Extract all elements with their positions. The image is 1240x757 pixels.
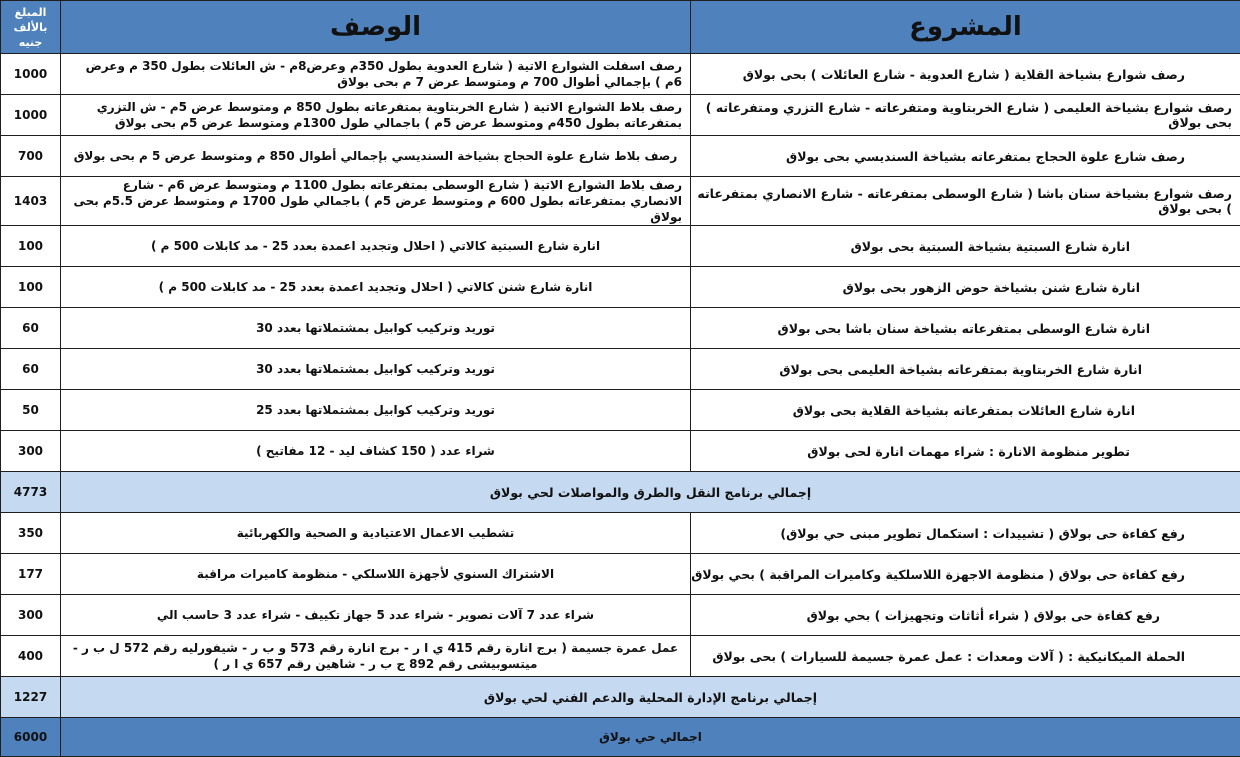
- amount-cell: 300: [1, 431, 61, 472]
- description-cell: انارة شارع شنن كالاتي ( احلال وتجديد اعمدة بعدد 25 - مد كابلات 500 م ): [61, 267, 691, 308]
- subtotal-label: إجمالي برنامج النقل والطرق والمواصلات لحي بولاق: [61, 472, 1240, 513]
- grand-total-amount: 6000: [1, 718, 61, 757]
- description-cell: شراء عدد ( 150 كشاف ليد - 12 مفاتيح ): [61, 431, 691, 472]
- table-row: [1, 390, 1240, 431]
- description-cell: رصف اسفلت الشوارع الاتية ( شارع العدوية بطول 350م وعرض8م - ش العائلات بطول 350 م وعرض 6م ) بإجمالي أطوال 700 م ومتوسط عرض 7 م بحى بولاق: [61, 54, 691, 95]
- table-row: [1, 267, 1240, 308]
- description-cell: توريد وتركيب كوابيل بمشتملاتها بعدد 25: [61, 390, 691, 431]
- table-row: [1, 636, 1240, 677]
- description-header: الوصف: [61, 1, 691, 54]
- description-cell: توريد وتركيب كوابيل بمشتملاتها بعدد 30: [61, 308, 691, 349]
- amount-cell: 60: [1, 308, 61, 349]
- subtotal-amount: 4773: [1, 472, 61, 513]
- amount-cell: 1000: [1, 95, 61, 136]
- project-cell: رصف شوارع بشياخة العليمى ( شارع الخربتاوية ومتفرعاته - شارع التزري ومتفرعاته ) بحى بولاق: [691, 95, 1240, 136]
- amount-cell: 60: [1, 349, 61, 390]
- project-cell: رصف شارع علوة الحجاج بمتفرعاته بشياخة السنديسي بحى بولاق: [691, 136, 1240, 177]
- description-cell: عمل عمرة جسيمة ( برج انارة رقم 415 ي ا ر - برج انارة رقم 573 و ب ر - شيفورليه رقم 572 ل ب ر - ميتسوبيشى رقم 892 ج ب ر - شاهين رقم 657 ي ا ر ): [61, 636, 691, 677]
- amount-cell: 177: [1, 554, 61, 595]
- grand-total-label: اجمالي حي بولاق: [61, 718, 1240, 757]
- description-cell: رصف بلاط الشوارع الاتية ( شارع الوسطى بمتفرعاته بطول 1100 م ومتوسط عرض 6م - شارع الانصاري بمتفرعاته بطول 600 م ومتوسط عرض 5م ) باجمالي طول 1700 م ومتوسط عرض 5.5م بحى بولاق: [61, 177, 691, 226]
- header-row: [1, 1, 1240, 54]
- table-row: [1, 226, 1240, 267]
- amount-header: المبلغ بالألف جنيه: [1, 1, 61, 54]
- description-cell: رصف بلاط الشوارع الاتية ( شارع الخربتاوية بمتفرعاته بطول 850 م ومتوسط عرض 5م - ش التزري بمتفرعاته بطول 450م ومتوسط عرض 5م ) باجمالي طول 1300م ومتوسط عرض 5م بحى بولاق: [61, 95, 691, 136]
- table-row: [1, 136, 1240, 177]
- table-row: [1, 349, 1240, 390]
- amount-cell: 400: [1, 636, 61, 677]
- project-cell: رصف شوارع بشياخة سنان باشا ( شارع الوسطى بمتفرعاته - شارع الانصاري بمتفرعاته ) بحى بولاق: [691, 177, 1240, 226]
- description-cell: توريد وتركيب كوابيل بمشتملاتها بعدد 30: [61, 349, 691, 390]
- project-cell: انارة شارع شنن بشياخة حوض الزهور بحى بولاق: [691, 267, 1240, 308]
- project-cell: رفع كفاءة حى بولاق ( منظومة الاجهزة اللاسلكية وكاميرات المراقبة ) بحي بولاق: [691, 554, 1240, 595]
- subtotal-row: [1, 677, 1240, 718]
- description-cell: شراء عدد 7 آلات تصوير - شراء عدد 5 جهاز تكييف - شراء عدد 3 حاسب الي: [61, 595, 691, 636]
- project-cell: رفع كفاءة حى بولاق ( شراء أثاثات وتجهيزات ) بحي بولاق: [691, 595, 1240, 636]
- project-cell: رصف شوارع بشياخة القلاية ( شارع العدوية - شارع العائلات ) بحى بولاق: [691, 54, 1240, 95]
- amount-cell: 100: [1, 267, 61, 308]
- description-cell: رصف بلاط شارع علوة الحجاج بشياخة السنديسي بإجمالي أطوال 850 م ومتوسط عرض 5 م بحى بولاق: [61, 136, 691, 177]
- project-cell: انارة شارع العائلات بمتفرعاته بشياخة القلاية بحى بولاق: [691, 390, 1240, 431]
- subtotal-label: إجمالي برنامج الإدارة المحلية والدعم الفني لحي بولاق: [61, 677, 1240, 718]
- table-row: [1, 308, 1240, 349]
- table-row: [1, 54, 1240, 95]
- grand-total-row: [1, 718, 1240, 757]
- amount-cell: 1000: [1, 54, 61, 95]
- project-cell: انارة شارع الوسطى بمتفرعاته بشياخة سنان باشا بحى بولاق: [691, 308, 1240, 349]
- amount-cell: 350: [1, 513, 61, 554]
- description-cell: انارة شارع السبتية كالاتي ( احلال وتجديد اعمدة بعدد 25 - مد كابلات 500 م ): [61, 226, 691, 267]
- subtotal-amount: 1227: [1, 677, 61, 718]
- project-cell: رفع كفاءة حى بولاق ( تشييدات : استكمال تطوير مبنى حي بولاق): [691, 513, 1240, 554]
- amount-cell: 50: [1, 390, 61, 431]
- project-cell: انارة شارع الخربتاوية بمتفرعاته بشياخة العليمى بحى بولاق: [691, 349, 1240, 390]
- project-cell: تطوير منظومة الانارة : شراء مهمات انارة لحى بولاق: [691, 431, 1240, 472]
- amount-cell: 1403: [1, 177, 61, 226]
- table-row: [1, 554, 1240, 595]
- amount-cell: 300: [1, 595, 61, 636]
- table-row: [1, 431, 1240, 472]
- project-cell: انارة شارع السبتية بشياخة السبتية بحى بولاق: [691, 226, 1240, 267]
- project-cell: الحملة الميكانيكية : ( آلات ومعدات : عمل عمرة جسيمة للسيارات ) بحى بولاق: [691, 636, 1240, 677]
- description-cell: الاشتراك السنوي لأجهزة اللاسلكي - منظومة كاميرات مراقبة: [61, 554, 691, 595]
- description-cell: تشطيب الاعمال الاعتيادية و الصحية والكهربائية: [61, 513, 691, 554]
- table-row: [1, 513, 1240, 554]
- amount-cell: 100: [1, 226, 61, 267]
- amount-cell: 700: [1, 136, 61, 177]
- subtotal-row: [1, 472, 1240, 513]
- project-header: المشروع: [691, 1, 1240, 54]
- table-row: [1, 595, 1240, 636]
- table-row: [1, 95, 1240, 136]
- table-row: [1, 177, 1240, 226]
